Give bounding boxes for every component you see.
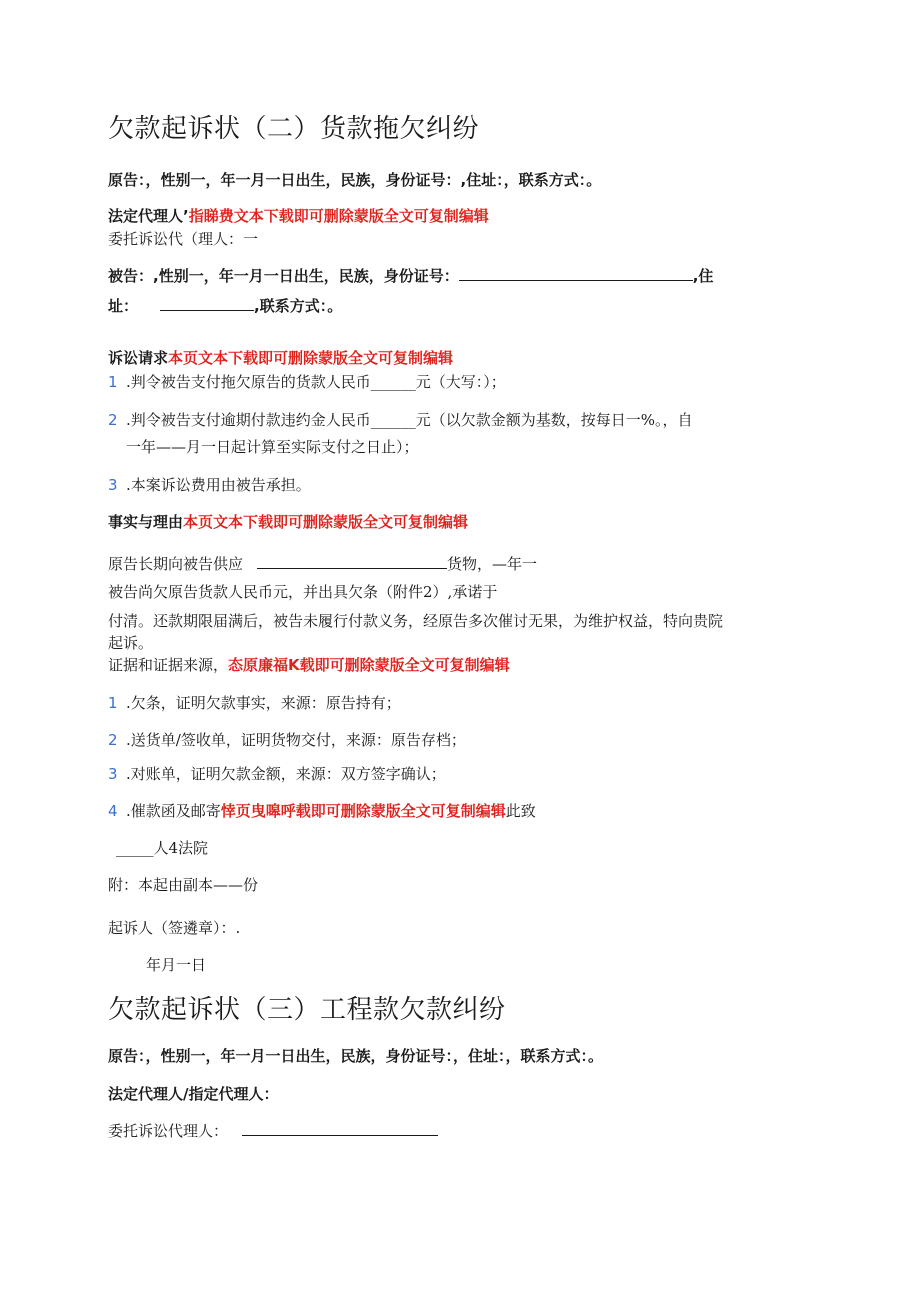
entrusted-agent-line-2	[108, 1121, 438, 1141]
goods-blank	[257, 554, 447, 569]
list-number: 1	[108, 373, 118, 391]
document-title-2: 欠款起诉状（三）工程款欠款纠纷	[108, 995, 506, 1025]
list-text: 一年——月一日起计算至实际支付之日止）；	[126, 438, 419, 456]
facts-heading	[108, 512, 468, 532]
evidence-label: 证据和证据来源，	[108, 656, 229, 674]
list-number: 4	[108, 802, 118, 820]
address-label: 址：	[108, 297, 139, 315]
list-item	[108, 730, 466, 750]
facts-line-2: 被告尚欠原告货款人民币元，并出具欠条（附件2）,承诺于	[108, 583, 498, 601]
agent-name-blank	[242, 1121, 438, 1136]
list-number: 2	[108, 411, 118, 429]
defendant-address-label: ,住	[692, 267, 714, 285]
list-item	[108, 475, 311, 495]
court-line: _____人4法院	[116, 839, 209, 857]
defendant-text: 被告：,性别一，年一月一日出生，民族，身份证号：	[108, 267, 459, 285]
evidence-heading	[108, 655, 510, 675]
watermark-text: 悻页曳嗥呼载即可删除蒙版全文可复制编辑	[220, 802, 506, 820]
facts-line-1	[108, 554, 537, 574]
list-item	[108, 410, 693, 430]
document-title-1: 欠款起诉状（二）货款拖欠纠纷	[108, 114, 480, 144]
watermark-text: 指睇费文本下载即可删除蒙版全文可复制编辑	[188, 207, 489, 225]
entrusted-agent-label: 委托诉讼代理人：	[108, 1122, 229, 1140]
claims-heading	[108, 348, 453, 368]
list-item-continuation	[108, 437, 419, 457]
list-text: .对账单，证明欠款金额，来源：双方签字确认；	[126, 765, 446, 783]
closing-text: 此致	[505, 802, 536, 820]
list-text: .催款函及邮寄	[126, 802, 221, 820]
watermark-text: 本页文本下载即可删除蒙版全文可复制编辑	[183, 513, 469, 531]
list-number: 3	[108, 765, 118, 783]
list-text: .本案诉讼费用由被告承担。	[126, 476, 311, 494]
list-text: .欠条，证明欠款事实，来源：原告持有；	[126, 694, 401, 712]
list-item	[108, 693, 401, 713]
defendant-line-1	[108, 266, 713, 286]
legal-agent-label: 法定代理人’	[108, 207, 189, 225]
entrusted-agent-line: 委托诉讼代（理人：一	[108, 230, 259, 248]
list-item	[108, 372, 506, 392]
plaintiff-line-2: 原告：，性别一，年一月一日出生，民族，身份证号：，住址：，联系方式：。	[108, 1047, 604, 1065]
signer-line: 起诉人（签遴章）：.	[108, 919, 241, 937]
list-text: .送货单/签收单，证明货物交付，来源：原告存档；	[126, 731, 466, 749]
facts-label: 事实与理由	[108, 513, 184, 531]
id-number-blank	[459, 266, 693, 281]
list-number: 2	[108, 731, 118, 749]
list-number: 1	[108, 694, 118, 712]
list-text: .判令被告支付逾期付款违约金人民币______元（以欠款金额为基数，按每日一%。，自	[126, 411, 693, 429]
claims-label: 诉讼请求	[108, 349, 169, 367]
legal-agent-line-2: 法定代理人/指定代理人：	[108, 1085, 279, 1103]
contact-label: ,联系方式：。	[254, 297, 343, 315]
watermark-text: 本页文本下载即可删除蒙版全文可复制编辑	[168, 349, 454, 367]
defendant-line-2	[108, 296, 342, 316]
watermark-text: 态原廉福K载即可删除蒙版全文可复制编辑	[228, 656, 510, 674]
list-text: .判令被告支付拖欠原告的货款人民币______元（大写：）；	[126, 373, 506, 391]
facts-line-4: 起诉。	[108, 634, 154, 652]
attachment-line: 附：本起由副本——份	[108, 876, 259, 894]
facts-text: 原告长期向被告供应	[108, 555, 244, 573]
facts-line-3: 付清。还款期限届满后，被告未履行付款义务，经原告多次催讨无果，为维护权益，特向贵院	[108, 612, 724, 630]
plaintiff-line-1: 原告：，性别一，年一月一日出生，民族，身份证号：,住址：，联系方式：。	[108, 171, 602, 189]
list-number: 3	[108, 476, 118, 494]
list-item	[108, 801, 536, 821]
legal-agent-line	[108, 206, 489, 226]
address-blank	[160, 296, 254, 311]
list-item	[108, 764, 446, 784]
facts-text: 货物，—年一	[447, 555, 538, 573]
date-line: 年月一日	[146, 956, 207, 974]
